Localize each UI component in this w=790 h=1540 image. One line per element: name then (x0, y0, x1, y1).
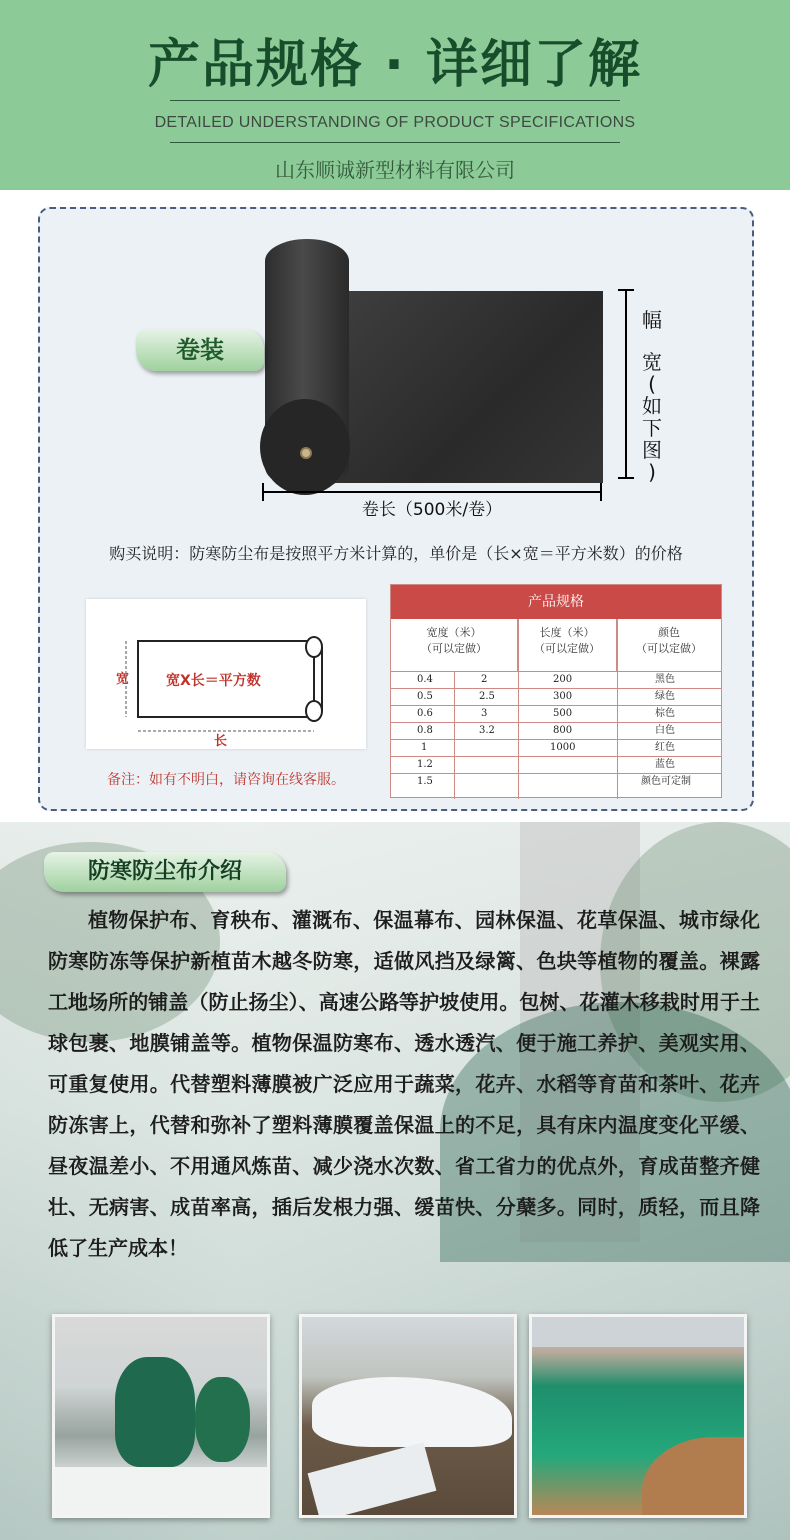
page-title: 产品规格 · 详细了解 (148, 35, 642, 95)
width-label-char: 如 (642, 394, 662, 418)
header-length: 长度（米） （可以定做） (518, 619, 617, 671)
fabric-roll-core (300, 447, 312, 459)
width-dimension-label (640, 309, 664, 483)
header-divider-bottom (170, 142, 620, 143)
diagram-length-char: 长 (214, 734, 228, 749)
table-row: 1 1000 红色 (391, 739, 721, 756)
purchase-note: 购买说明：防寒防尘布是按照平方米计算的，单价是（长×宽＝平方米数）的价格 (109, 544, 683, 563)
header-width: 宽度（米） （可以定做） (391, 619, 518, 671)
width-label-char: 下 (642, 416, 662, 440)
length-dimension-label: 卷长（500米/卷） (361, 500, 503, 520)
table-row: 0.6 3 500 棕色 (391, 705, 721, 722)
area-diagram (86, 599, 366, 749)
table-row: 0.5 2.5 300 绿色 (391, 688, 721, 705)
intro-section (0, 822, 790, 1540)
intro-paragraph: 植物保护布、育秧布、灌溉布、保温幕布、园林保温、花草保温、城市绿化防寒防冻等保护新植苗木越冬防寒，适做风挡及绿篱、色块等植物的覆盖。裸露工地场所的铺盖（防止扬尘）、高速公路等护坡使用。包树、花灌木移栽时用于土球包裹、地膜铺盖等。植物保温防寒布、透水透汽、便于施工养护、美观实用、可重复使用。代替塑料薄膜被广泛应用于蔬菜，花卉、水稻等育苗和茶叶、花卉防冻害上，代替和弥补了塑料薄膜覆盖保温上的不足，具有床内温度变化平缓、昼夜温差小、不用通风炼苗、减少浇水次数、省工省力的优点外，育成苗整齐健壮、无病害、成苗率高，插后发根力强、缓苗快、分蘖多。同时，质轻，而且降低了生产成本！ (48, 908, 760, 1260)
table-row: 0.4 2 200 黑色 (391, 671, 721, 688)
spec-table-title: 产品规格 (391, 585, 721, 619)
fabric-roll-image (260, 229, 660, 509)
table-row: 0.8 3.2 800 白色 (391, 722, 721, 739)
table-row: 1.5 颜色可定制 (391, 773, 721, 790)
spec-panel (38, 207, 754, 811)
area-diagram-graphic (86, 599, 366, 749)
width-label-char: ) (648, 460, 656, 484)
page-subtitle: DETAILED UNDERSTANDING OF PRODUCT SPECIFICATIONS (154, 114, 636, 131)
fabric-sheet (330, 291, 603, 483)
length-dimension-line (262, 491, 602, 493)
width-label-char: 幅 (642, 308, 662, 332)
header-divider-top (170, 100, 620, 101)
table-row: 1.2 蓝色 (391, 756, 721, 773)
diagram-roll-top (306, 637, 322, 657)
spec-table (390, 584, 722, 798)
diagram-width-char: 宽 (116, 672, 130, 687)
width-label-char: ( (648, 372, 656, 396)
remark-note: 备注：如有不明白，请咨询在线客服。 (107, 772, 345, 788)
width-label-char: 宽 (642, 350, 662, 374)
page-header (0, 0, 790, 190)
spec-table-header-row (391, 619, 721, 671)
roll-label-badge: 卷装 (136, 329, 264, 371)
diagram-formula: 宽X长＝平方数 (166, 673, 261, 689)
company-name: 山东顺诚新型材料有限公司 (275, 158, 515, 182)
width-label-char: 图 (642, 438, 662, 462)
photo-green-net-ground (529, 1314, 747, 1518)
intro-heading-badge: 防寒防尘布介绍 (44, 852, 286, 892)
header-color: 颜色 （可以定做） (636, 626, 702, 655)
photo-tree-wrapping (52, 1314, 270, 1518)
width-dimension-line (625, 289, 641, 479)
photo-white-fabric-slope (299, 1314, 517, 1518)
diagram-roll-bottom (306, 701, 322, 721)
